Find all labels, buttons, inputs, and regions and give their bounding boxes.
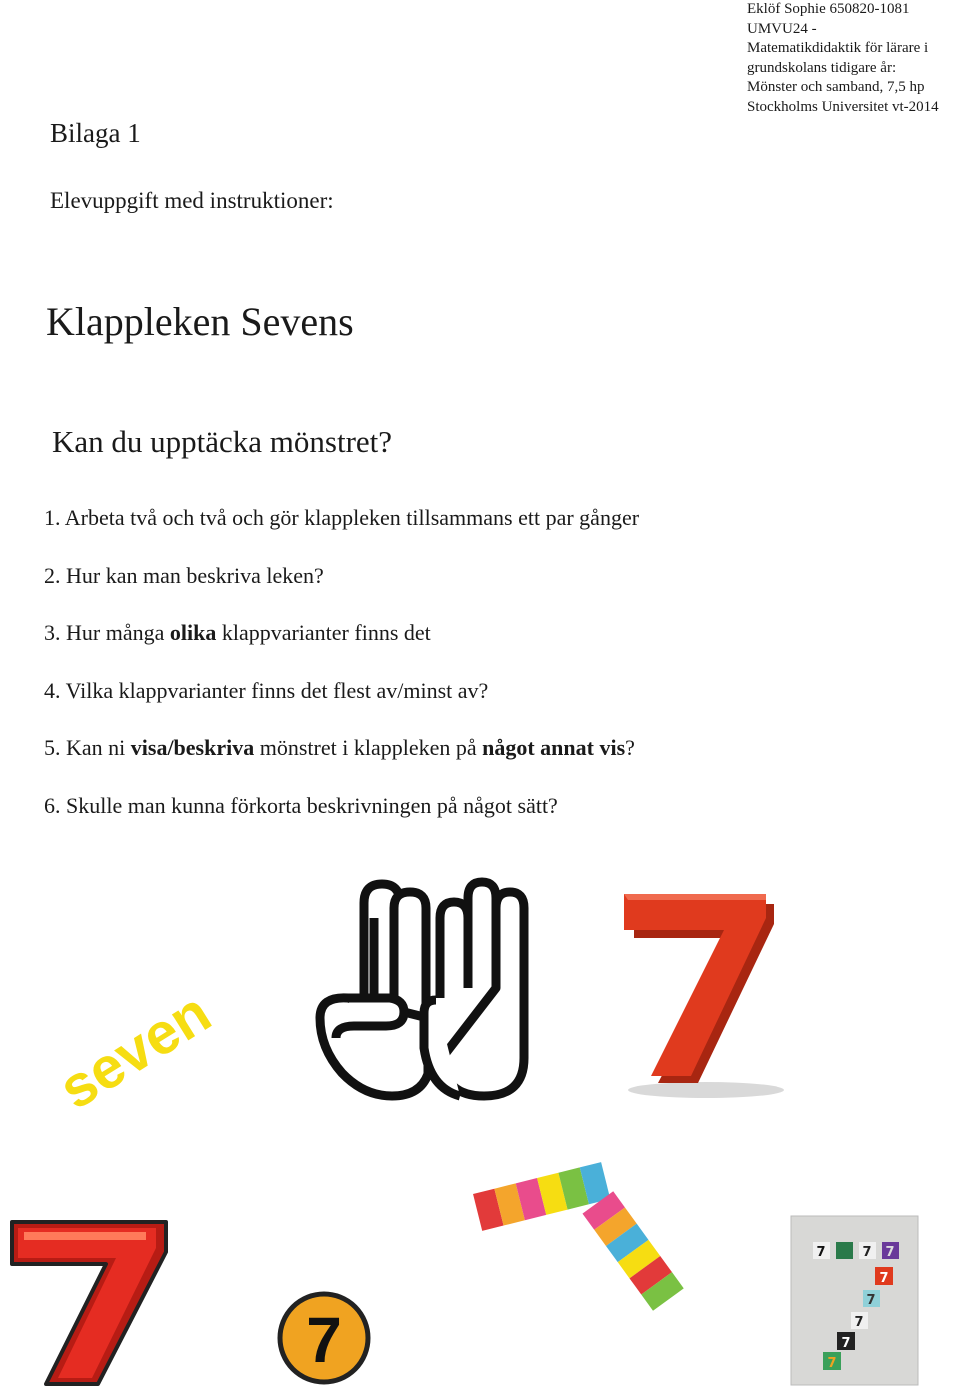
- hands-icon: [312, 878, 542, 1103]
- task-number: 1.: [44, 505, 61, 530]
- task-text: Hur många: [66, 620, 170, 645]
- task-item: [44, 735, 635, 761]
- svg-text:7: 7: [885, 1245, 895, 1260]
- svg-text:7: 7: [862, 1245, 872, 1260]
- svg-text:7: 7: [854, 1315, 864, 1330]
- appendix-label: Bilaga 1: [50, 118, 141, 148]
- task-text: klappvarianter finns det: [216, 620, 431, 645]
- task-number: 5.: [44, 735, 61, 760]
- svg-text:7: 7: [816, 1245, 826, 1260]
- orange-circle-seven-image: [276, 1290, 372, 1387]
- circle-seven-digit: 7: [306, 1304, 342, 1376]
- task-item: [44, 563, 324, 589]
- task-text: Vilka klappvarianter finns det flest av/minst av?: [65, 677, 489, 703]
- course-line: grundskolans tidigare år:: [747, 59, 897, 76]
- task-emphasis: visa/beskriva: [130, 735, 255, 760]
- course-line: Matematikdidaktik för lärare i: [747, 40, 929, 56]
- red-cartoon-seven-image: [6, 1218, 171, 1387]
- task-number: 4.: [44, 677, 61, 703]
- svg-text:7: 7: [866, 1293, 876, 1308]
- task-number: 2.: [44, 562, 61, 588]
- task-item: [44, 620, 431, 646]
- seven-cards-photo: [791, 1216, 918, 1385]
- author-line: Eklöf Sophie 650820-1081: [747, 1, 910, 17]
- task-text: mönstret i klappleken på: [254, 735, 483, 760]
- course-line: Mönster och samband, 7,5 hp: [747, 79, 925, 95]
- seven-word-image: [40, 960, 222, 1122]
- svg-text:7: 7: [841, 1336, 851, 1351]
- course-line: UMVU24 -: [747, 20, 817, 37]
- subtitle: Elevuppgift med instruktioner:: [50, 188, 334, 213]
- task-text: Hur kan man beskriva leken?: [66, 562, 324, 588]
- striped-seven-image: [478, 1150, 646, 1340]
- course-line: Stockholms Universitet vt-2014: [747, 98, 939, 115]
- task-emphasis: något annat vis: [482, 735, 626, 760]
- task-text: Kan ni: [66, 735, 131, 760]
- question-heading: Kan du upptäcka mönstret?: [52, 424, 393, 459]
- task-text: Skulle man kunna förkorta beskrivningen på något sätt?: [66, 792, 558, 818]
- task-emphasis: olika: [169, 620, 217, 645]
- header-info: [747, 0, 957, 117]
- task-text: Arbeta två och två och gör klappleken tillsammans ett par gånger: [64, 505, 640, 530]
- task-item: [44, 505, 639, 531]
- seven-word-text: seven: [47, 979, 222, 1122]
- task-item: [44, 678, 488, 704]
- task-number: 3.: [44, 620, 61, 645]
- svg-text:7: 7: [879, 1271, 889, 1286]
- page-title: Klappleken Sevens: [46, 299, 354, 344]
- red-3d-seven-image: [596, 878, 791, 1103]
- svg-text:7: 7: [827, 1356, 837, 1371]
- task-item: [44, 793, 558, 819]
- task-number: 6.: [44, 792, 61, 818]
- task-text: ?: [625, 735, 635, 760]
